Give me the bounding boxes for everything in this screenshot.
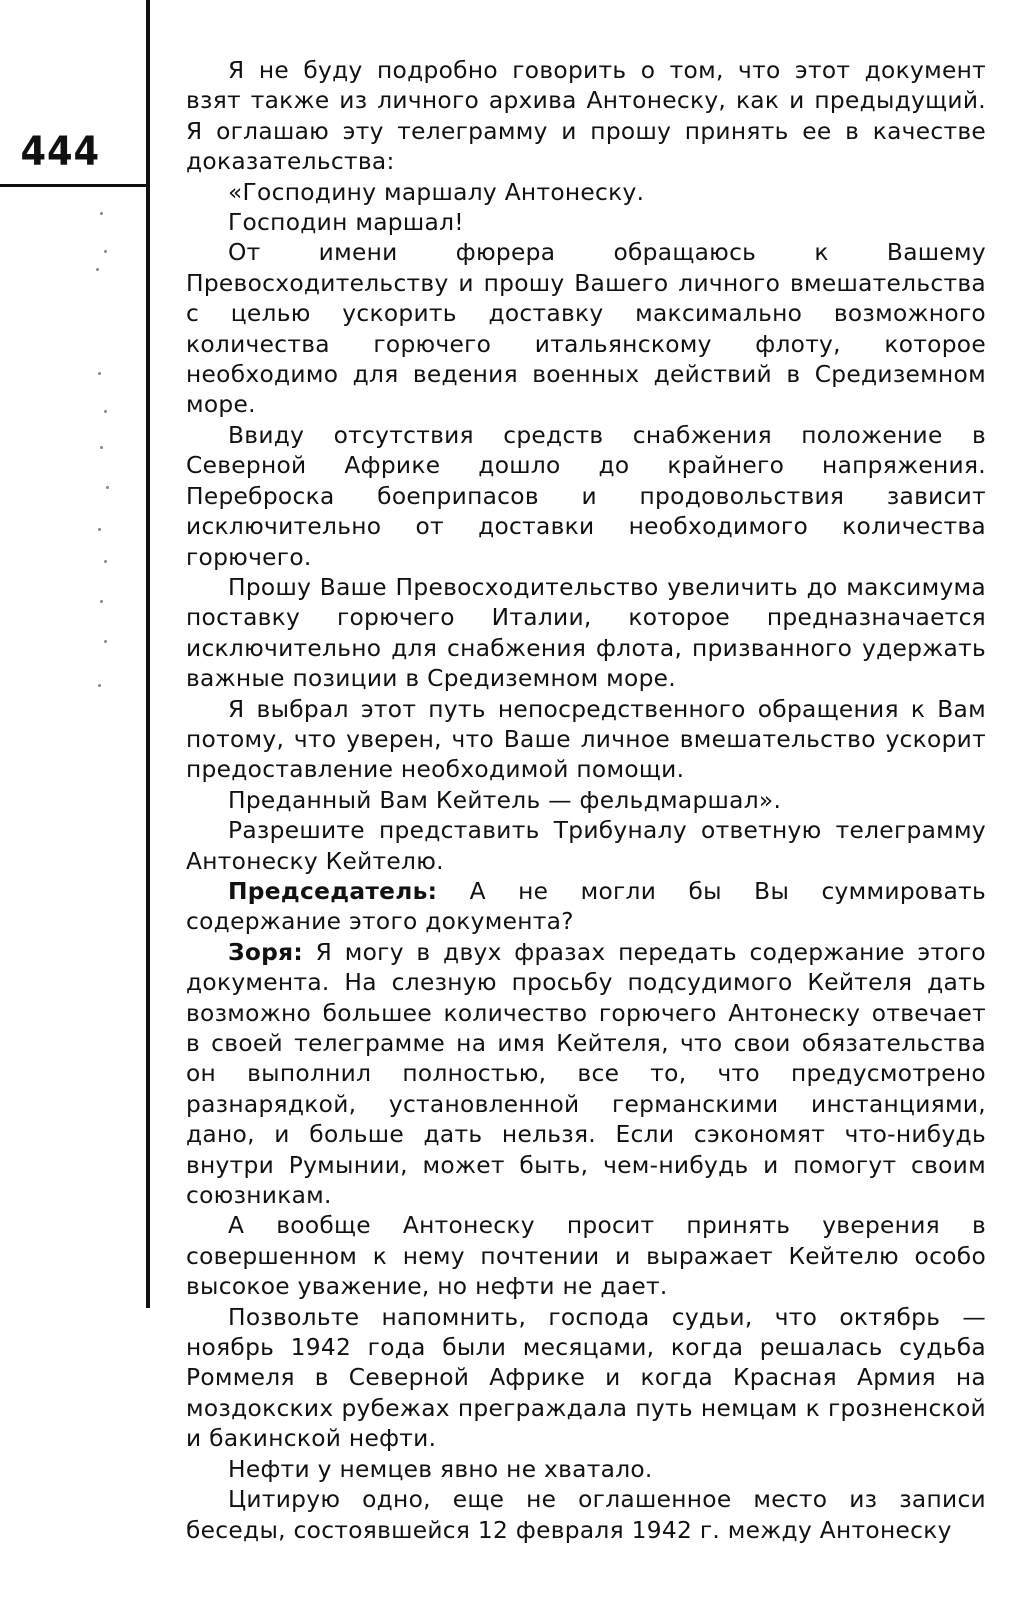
paragraph <box>186 786 986 816</box>
margin-speck <box>100 212 103 215</box>
margin-speck <box>106 486 109 489</box>
paragraph <box>186 1485 986 1546</box>
paragraph <box>186 938 986 1212</box>
paragraph-text: Господин маршал! <box>228 209 464 237</box>
margin-speck <box>104 410 107 413</box>
document-body <box>186 56 986 1546</box>
paragraph-text: Ввиду отсутствия средств снабжения положение в Северной Африке дошло до крайнего напряжения. Переброска боеприпасов и продовольствия зависит исключительно от доставки необходимого количества горючего. <box>186 421 986 571</box>
speaker-label: Председатель: <box>228 877 438 905</box>
margin-speck <box>96 268 99 271</box>
paragraph <box>186 208 986 238</box>
paragraph <box>186 178 986 208</box>
speaker-label: Зоря: <box>228 938 304 966</box>
margin-speck <box>100 600 103 603</box>
paragraph-text: Я выбрал этот путь непосредственного обращения к Вам потому, что уверен, что Ваше личное вмешательство ускорит предоставление необходимой помощи. <box>186 695 986 784</box>
paragraph-text: Нефти у немцев явно не хватало. <box>228 1455 653 1483</box>
margin-speck <box>104 560 107 563</box>
paragraph-text: Позвольте напомнить, господа судьи, что октябрь — ноябрь 1942 года были месяцами, когда решалась судьба Роммеля в Северной Африке и когда Красная Армия на моздокских рубежах преграждала путь немцам к грозненской и бакинской нефти. <box>186 1303 986 1453</box>
paragraph-text: Цитирую одно, еще не оглашенное место из записи беседы, состоявшейся 12 февраля 1942 г. между Антонеску <box>186 1486 986 1544</box>
margin-bar <box>146 0 150 1308</box>
margin-speck <box>98 684 101 687</box>
paragraph <box>186 573 986 695</box>
margin-speck <box>104 250 107 253</box>
paragraph-text: Я могу в двух фразах передать содержание этого документа. На слезную просьбу подсудимого Кейтеля дать возможно большее количество горючего Антонеску отвечает в своей телеграмме на имя Кейтеля, что свои обязательства он выполнил полностью, все то, что предусмотрено разнарядкой, установленной германскими инстанциями, дано, и больше дать нельзя. Если сэкономят что-нибудь внутри Румынии, может быть, чем-нибудь и помогут своим союзникам. <box>186 938 986 1210</box>
paragraph <box>186 56 986 178</box>
margin-speck <box>100 446 103 449</box>
paragraph-text: Преданный Вам Кейтель — фельдмаршал». <box>228 786 782 814</box>
paragraph <box>186 695 986 786</box>
paragraph-text: А вообще Антонеску просит принять уверения в совершенном к нему почтении и выражает Кейтелю особо высокое уважение, но нефти не дает. <box>186 1212 986 1301</box>
paragraph <box>186 1303 986 1455</box>
margin-speck <box>98 528 101 531</box>
paragraph-text: Прошу Ваше Превосходительство увеличить до максимума поставку горючего Италии, которое предназначается исключительно для снабжения флота, призванного удержать важные позиции в Средиземном море. <box>186 573 986 693</box>
paragraph <box>186 877 986 938</box>
paragraph-text: Я не буду подробно говорить о том, что этот документ взят также из личного архива Антонеску, как и предыдущий. Я оглашаю эту телеграмму и прошу принять ее в качестве доказательства: <box>186 57 986 176</box>
paragraph-text: Разрешите представить Трибуналу ответную телеграмму Антонеску Кейтелю. <box>186 817 986 875</box>
page-number-rule <box>0 184 148 187</box>
paragraph <box>186 1455 986 1485</box>
margin-speck <box>104 640 107 643</box>
paragraph <box>186 816 986 877</box>
paragraph <box>186 421 986 573</box>
paragraph-text: От имени фюрера обращаюсь к Вашему Превосходительству и прошу Вашего личного вмешательства с целью ускорить доставку максимально возможного количества горючего итальянскому флоту, которое необходимо для ведения военных действий в Средиземном море. <box>186 239 986 419</box>
paragraph <box>186 238 986 420</box>
page-number: 444 <box>20 129 101 175</box>
margin-speck <box>98 372 101 375</box>
paragraph <box>186 1211 986 1302</box>
paragraph-text: А не могли бы Вы суммировать содержание этого документа? <box>186 877 986 936</box>
paragraph-text: «Господину маршалу Антонеску. <box>228 178 645 206</box>
